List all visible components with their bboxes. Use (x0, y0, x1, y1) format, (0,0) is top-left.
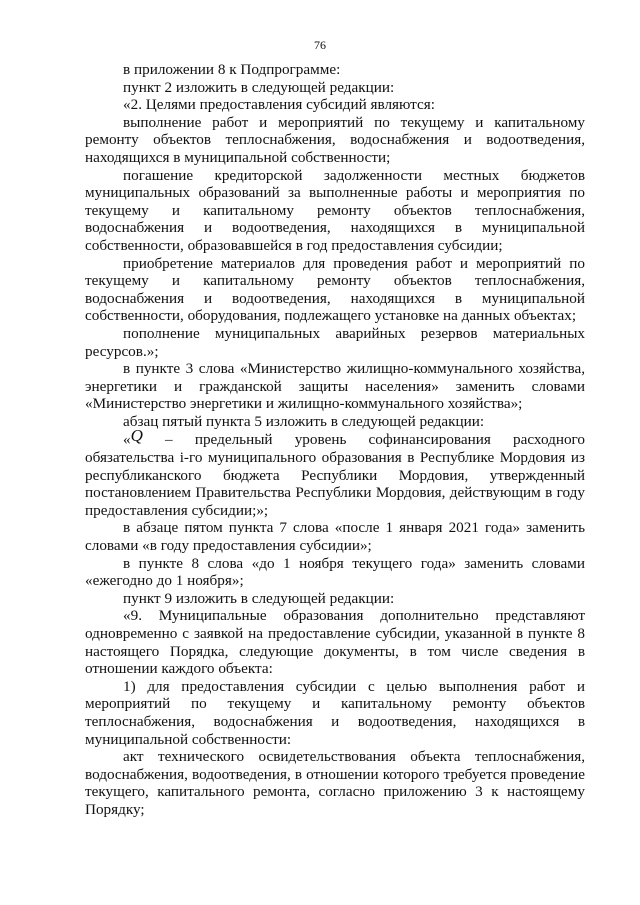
paragraph: в пункте 8 слова «до 1 ноября текущего года» заменить словами «ежегодно до 1 ноября»; (85, 554, 585, 590)
paragraph: в приложении 8 к Подпрограмме: (123, 61, 341, 78)
formula-symbol: Q (130, 426, 143, 446)
open-quote: « (123, 431, 131, 449)
paragraph: в пункте 3 слова «Министерство жилищно-коммунального хозяйства, энергетики и гражданской защиты населения» заменить словами «Министерство энергетики и жилищно-коммунального хозяйства»; (85, 360, 585, 413)
paragraph: «9. Муниципальные образования дополнительно представляют одновременно с заявкой на предоставление субсидии, указанной в пункте 8 настоящего Порядка, следующие документы, в том числе сведения в отношении каждого объекта: (85, 607, 585, 678)
paragraph: пункт 2 изложить в следующей редакции: (123, 78, 395, 96)
paragraph: выполнение работ и мероприятий по текущему и капитальному ремонту объектов теплоснабжения, водоснабжения и водоотведения, находящихся в муниципальной собственности; (85, 113, 585, 166)
formula-paragraph (85, 426, 585, 519)
paragraph: акт технического освидетельствования объекта теплоснабжения, водоснабжения, водоотведения, в отношении которого требуется проведение текущего, капитального ремонта, согласно приложению 3 к настоящему Порядку; (85, 748, 585, 818)
formula-definition: – предельный уровень софинансирования расходного обязательства i-го муниципального образования в Республике Мордовия из республиканского бюджета Республики Мордовия, утвержденный постановлением Правительства Республики Мордовия, действующим в году предоставления субсидии;»; (85, 431, 585, 519)
paragraph: погашение кредиторской задолженности местных бюджетов муниципальных образований за выполненные работы и мероприятия по текущему и капитальному ремонту объектов теплоснабжения, водоснабжения и водоотведения, находящихся в муниципальной собственности, образовавшейся в год предоставления субсидии; (85, 166, 585, 254)
paragraph: 1) для предоставления субсидии с целью выполнения работ и мероприятий по текущему и капитальному ремонту объектов теплоснабжения, водоснабжения и водоотведения, находящихся в муниципальной собственности: (85, 677, 585, 748)
page-number: 76 (314, 38, 326, 52)
paragraph: пополнение муниципальных аварийных резервов материальных ресурсов.»; (85, 324, 585, 360)
paragraph: абзац пятый пункта 5 изложить в следующей редакции: (123, 412, 485, 430)
paragraph: пункт 9 изложить в следующей редакции: (123, 589, 395, 607)
paragraph: в абзаце пятом пункта 7 слова «после 1 января 2021 года» заменить словами «в году предоставления субсидии»; (85, 519, 585, 555)
paragraph: приобретение материалов для проведения работ и мероприятий по текущему и капитальному ремонту объектов теплоснабжения, водоснабжения и водоотведения, находящихся в муниципальной собственности, оборудования, подлежащего установке на данных объектах; (85, 254, 585, 325)
document-body (85, 61, 585, 819)
paragraph: «2. Целями предоставления субсидий являются: (123, 96, 435, 114)
